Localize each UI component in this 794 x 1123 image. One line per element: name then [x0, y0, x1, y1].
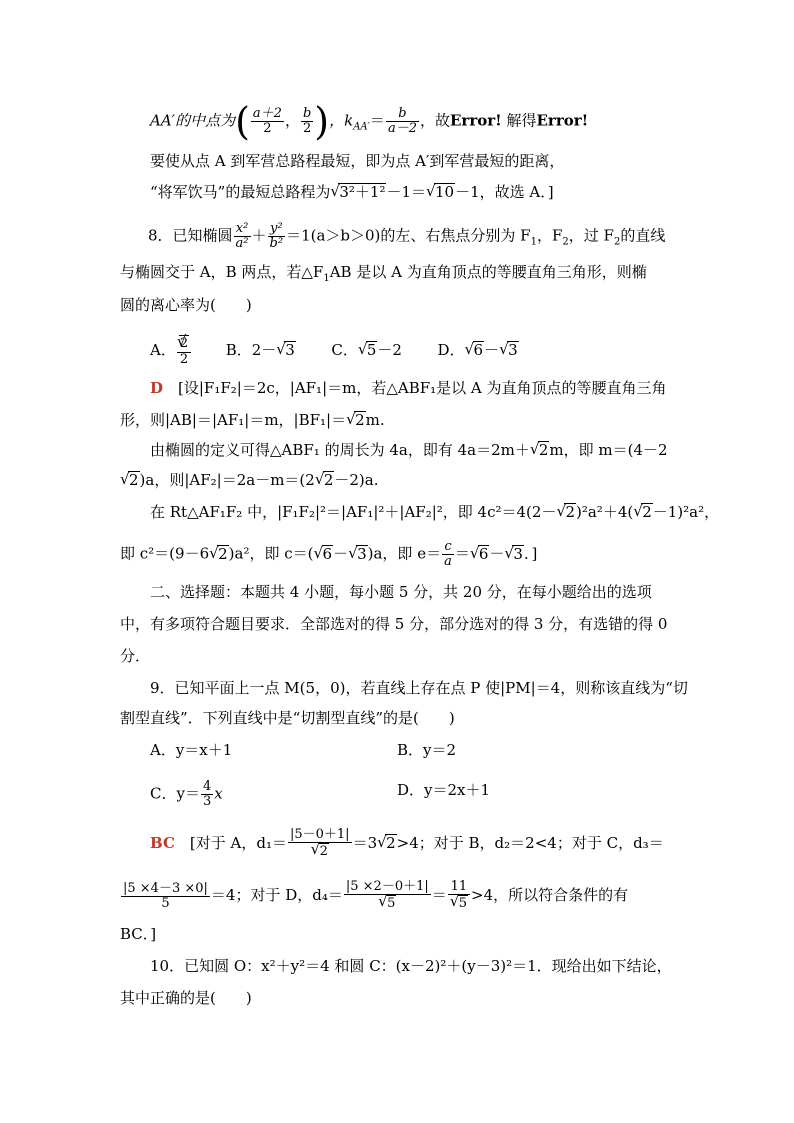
answer-8-line2: 形，则|AB|＝|AF₁|＝m，|BF₁|＝√ 2m.	[120, 410, 385, 430]
question-9-option-c: C．y＝ $\frac{4}{3}$ x	[150, 779, 223, 809]
answer-8-line4: √ 2)a，则|AF₂|＝2a－m＝(2√ 2－2)a.	[120, 470, 378, 490]
section-2-line2: 中，有多项符合题目要求．全部选对的得 5 分，部分选对的得 3 分，有选错的得 0	[120, 615, 668, 633]
question-10-line2: 其中正确的是( )	[120, 989, 252, 1007]
section-2-line1: 二、选择题：本题共 4 小题，每小题 5 分，共 20 分，在每小题给出的选项	[150, 583, 652, 601]
answer-9-line3: BC．]	[120, 925, 157, 943]
question-9-line2: 割型直线”．下列直线中是“切割型直线”的是( )	[120, 709, 455, 727]
line-total-path: “将军饮马”的最短总路程为√ 3²＋1²－1＝√ 10－1，故选 A．]	[150, 182, 554, 202]
section-2-line3: 分．	[120, 647, 151, 665]
answer-8-line3: 由椭圆的定义可得△ABF₁ 的周长为 4a，即有 4a＝2m＋√ 2m，即 m＝(4－2	[150, 440, 668, 460]
question-9-option-a: A．y＝x＋1	[150, 741, 233, 759]
answer-9-line1: BC [对于 A，d₁＝ |5－0＋1| √ 2 ＝3√ 2>4；对于 B，d₂＝2<4；对于 C，d₃＝	[150, 828, 664, 860]
fraction: $\frac{b}{2}$	[302, 106, 312, 136]
question-10-line1: 10．已知圆 O：x²＋y²＝4 和圆 C：(x－2)²＋(y－3)²＝1．现给出如下结论，	[150, 957, 672, 975]
question-8-line1: 8．已知椭圆 $\frac{\text{x²}}{\text{a²}}$ ＋ $\frac{\text{y²}}{\text{b²}}$ ＝1(a＞b＞0)的左、右焦点分别为 $F_1$，$F_2$，过 $F_2$的直线	[148, 221, 666, 251]
question-9-line1: 9．已知平面上一点 M(5，0)，若直线上存在点 P 使|PM|＝4，则称该直线为“切	[150, 679, 688, 697]
error-text: Error!	[449, 111, 502, 130]
question-8-line3: 圆的离心率为( )	[120, 296, 252, 314]
answer-8-line6: 即 c²＝(9－6√ 2)a²，即 c＝(√ 6－√ 3)a，即 e＝ $\frac{c}{a}$ ＝√ 6－√ 3．]	[120, 540, 537, 569]
question-9-option-b: B．y＝2	[397, 741, 457, 759]
line-shortest-path: 要使从点 A 到军营总路程最短，即为点 A′到军营最短的距离，	[150, 152, 565, 170]
fraction: $\frac{b}{a-2}$	[387, 106, 417, 136]
option-c: C．√ 5－2	[331, 341, 402, 359]
answer-label: BC	[150, 834, 175, 852]
answer-8-line5: 在 Rt△AF₁F₂ 中，|F₁F₂|²＝|AF₁|²＋|AF₂|²，即 4c²＝4(2－√ 2)²a²＋4(√ 2－1)²a²，	[150, 502, 719, 522]
question-8-line2: 与椭圆交于 A，B 两点，若$\triangle F_1AB$ 是以 A 为直角顶点的等腰直角三角形，则椭	[120, 263, 647, 284]
error-text: Error!	[536, 111, 589, 130]
question-9-option-d: D．y＝2x＋1	[397, 781, 491, 799]
line-midpoint: AA′的中点为( $\frac{a+2}{2}$ ， $\frac{b}{2}$ )，$k_{AA'}=$ $\frac{b}{a-2}$ ，故Error! 解得Error!	[150, 99, 589, 144]
option-a: A． √ $\frac{2}{2}$	[150, 341, 192, 359]
option-d: D．√ 6－√ 3	[438, 341, 519, 359]
answer-8-line1: D [设|F₁F₂|＝2c，|AF₁|＝m，若△ABF₁是以 A 为直角顶点的等腰直角三角	[150, 379, 667, 397]
answer-label: D	[150, 379, 164, 397]
option-b: B．2－√ 3	[226, 341, 296, 359]
fraction: $\frac{a+2}{2}$	[252, 106, 282, 136]
answer-9-line2: $\frac{|5 \times 4-3 \times 0|}{5}$ ＝4；对于 D，d₄＝ |5 ×2－0＋1| √ 5 ＝ 11 √ 5 >4，所以符合条件的有	[120, 880, 628, 912]
question-8-options	[150, 335, 519, 367]
